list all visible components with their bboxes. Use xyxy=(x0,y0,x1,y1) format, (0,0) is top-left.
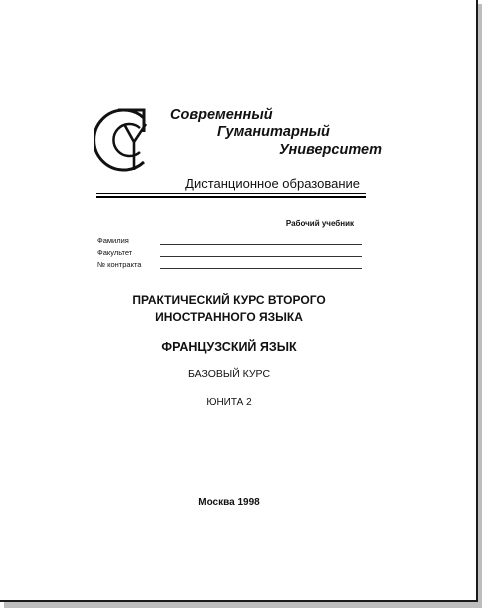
course-title-line2: ИНОСТРАННОГО ЯЗЫКА xyxy=(155,310,303,324)
faculty-label: Факультет xyxy=(97,248,133,257)
distance-education-label: Дистанционное образование xyxy=(185,176,360,191)
contract-label: № контракта xyxy=(97,260,142,269)
surname-field-line xyxy=(160,244,362,245)
header-rule-thin xyxy=(96,193,366,194)
surname-label: Фамилия xyxy=(97,236,129,245)
course-level: БАЗОВЫЙ КУРС xyxy=(187,368,271,380)
contract-field-line xyxy=(160,268,362,269)
faculty-field-line xyxy=(160,256,362,257)
page-shadow-right xyxy=(478,4,482,606)
university-monogram-icon xyxy=(94,104,158,176)
university-name-line1: Современный xyxy=(170,107,273,123)
header-rule-thick xyxy=(96,196,366,198)
place-year: Москва 1998 xyxy=(198,497,260,508)
language-title: ФРАНЦУЗСКИЙ ЯЗЫК xyxy=(161,340,297,354)
university-name-line2: Гуманитарный xyxy=(217,124,330,140)
workbook-label: Рабочий учебник xyxy=(285,219,354,228)
unit-label: ЮНИТА 2 xyxy=(206,397,252,408)
university-name-line3: Университет xyxy=(279,142,382,158)
course-title-line1: ПРАКТИЧЕСКИЙ КУРС ВТОРОГО xyxy=(132,293,326,307)
page-shadow-bottom xyxy=(4,602,482,608)
